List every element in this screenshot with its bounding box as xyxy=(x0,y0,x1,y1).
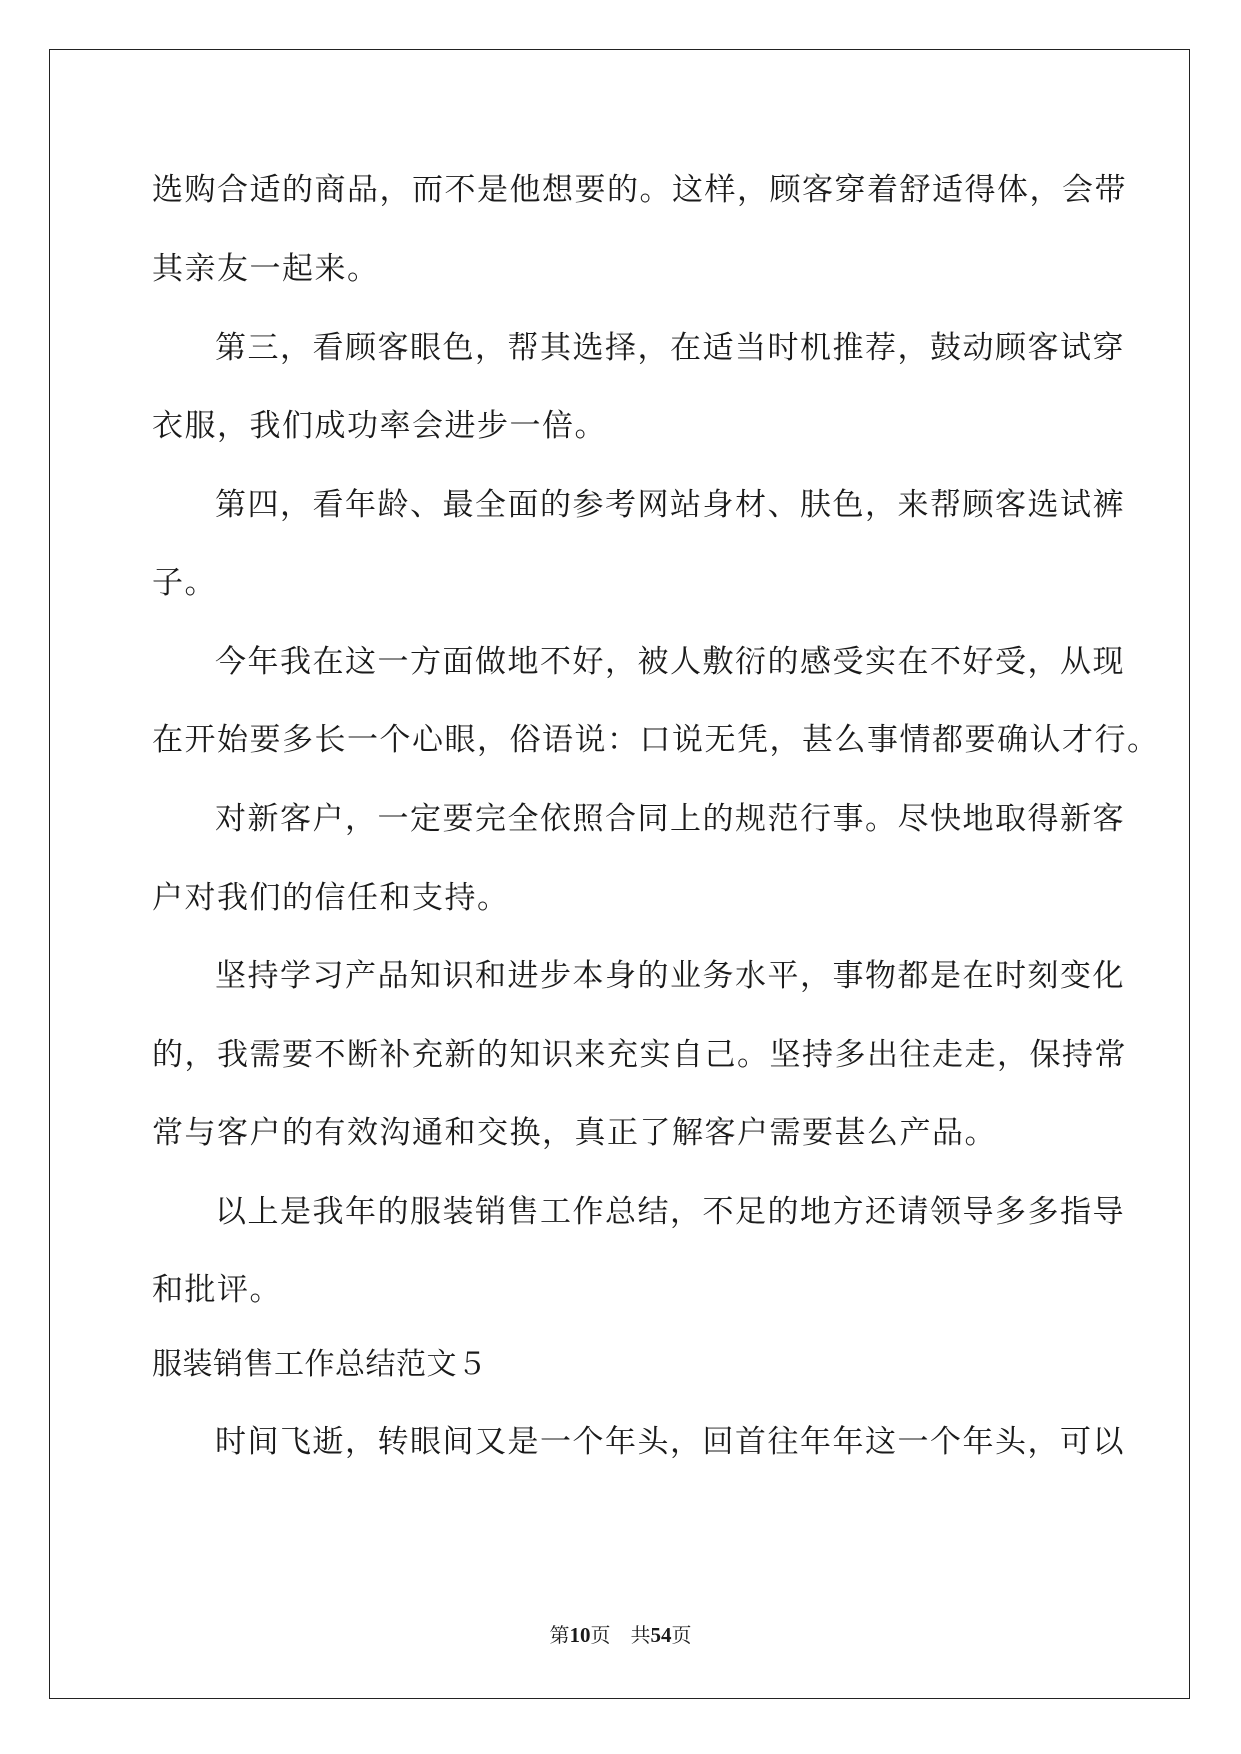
text-line: 和批评。 xyxy=(152,1272,282,1308)
footer-prefix: 第 xyxy=(549,1623,570,1647)
text-line: 第四，看年龄、最全面的参考网站身材、肤色，来帮顾客选试裤 xyxy=(215,487,1125,523)
text-line: 坚持学习产品知识和进步本身的业务水平，事物都是在时刻变化 xyxy=(215,958,1125,994)
total-pages-number: 54 xyxy=(650,1623,672,1647)
page-footer xyxy=(0,1622,1241,1648)
text-line: 以上是我年的服装销售工作总结，不足的地方还请领导多多指导 xyxy=(215,1194,1125,1230)
text-line: 今年我在这一方面做地不好，被人敷衍的感受实在不好受，从现 xyxy=(215,644,1125,680)
text-line: 在开始要多长一个心眼，俗语说：口说无凭，甚么事情都要确认才行。 xyxy=(152,722,1160,758)
text-line: 的，我需要不断补充新的知识来充实自己。坚持多出往走走，保持常 xyxy=(152,1037,1127,1073)
text-line: 时间飞逝，转眼间又是一个年头，回首往年年这一个年头，可以 xyxy=(215,1424,1125,1460)
text-line: 常与客户的有效沟通和交换，真正了解客户需要甚么产品。 xyxy=(152,1115,997,1151)
text-line: 其亲友一起来。 xyxy=(152,251,380,287)
section-heading: 服装销售工作总结范文５ xyxy=(152,1347,488,1382)
footer-mid: 页 共 xyxy=(590,1623,651,1647)
text-line: 选购合适的商品，而不是他想要的。这样，顾客穿着舒适得体，会带 xyxy=(152,172,1127,208)
current-page-number: 10 xyxy=(569,1623,591,1647)
text-line: 子。 xyxy=(152,565,217,601)
footer-suffix: 页 xyxy=(671,1623,692,1647)
text-line: 户对我们的信任和支持。 xyxy=(152,880,510,916)
text-line: 衣服，我们成功率会进步一倍。 xyxy=(152,408,607,444)
text-line: 对新客户，一定要完全依照合同上的规范行事。尽快地取得新客 xyxy=(215,801,1125,837)
text-line: 第三，看顾客眼色，帮其选择，在适当时机推荐，鼓动顾客试穿 xyxy=(215,330,1125,366)
